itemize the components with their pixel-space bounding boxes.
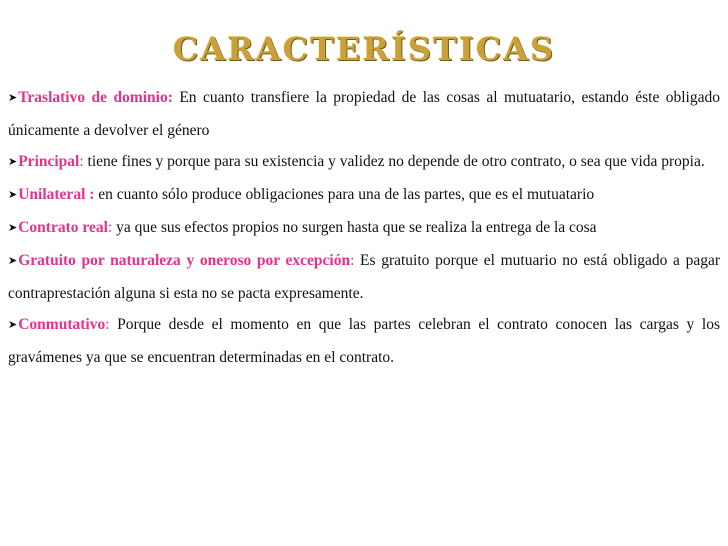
item-term: Gratuito por naturaleza y oneroso por excepción [18,252,351,269]
item-text: En cuanto transfiere la propiedad de las cosas al mutuatario, estando éste obligado únicamente a devolver el género [8,89,720,139]
list-item [8,82,720,146]
item-separator: : [105,316,110,333]
item-text: en cuanto sólo produce obligaciones para una de las partes, que es el mutuatario [94,186,595,203]
bullet-icon: ➤ [8,92,18,104]
bullet-icon: ➤ [8,189,18,201]
item-term: Unilateral : [18,186,95,203]
list-item [8,245,720,309]
item-term: Conmutativo [18,316,106,333]
item-text: tiene fines y porque para su existencia y validez no depende de otro contrato, o sea que vida propia. [83,153,705,170]
list-item [8,146,720,179]
bullet-icon: ➤ [8,255,18,267]
list-item [8,309,720,373]
item-text: ya que sus efectos propios no surgen hasta que se realiza la entrega de la cosa [112,219,597,236]
bullet-icon: ➤ [8,319,18,331]
item-separator: : [107,219,113,236]
item-text: Porque desde el momento en que las partes celebran el contrato conocen las cargas y los gravámenes ya que se encuentran determinadas en el contrato. [8,316,720,366]
item-term: Contrato real [18,219,108,236]
characteristics-list [8,82,720,373]
item-separator: : [350,252,355,269]
list-item [8,212,720,245]
bullet-icon: ➤ [8,222,18,234]
item-term: Traslativo de dominio: [18,89,173,106]
item-text: Es gratuito porque el mutuario no está obligado a pagar contraprestación alguna si esta no se pacta expresamente. [8,252,720,302]
list-item [8,179,720,212]
slide-title: CARACTERÍSTICAS [172,30,556,68]
item-term: Principal [18,153,80,170]
bullet-icon: ➤ [8,156,18,168]
item-separator: : [79,153,84,170]
